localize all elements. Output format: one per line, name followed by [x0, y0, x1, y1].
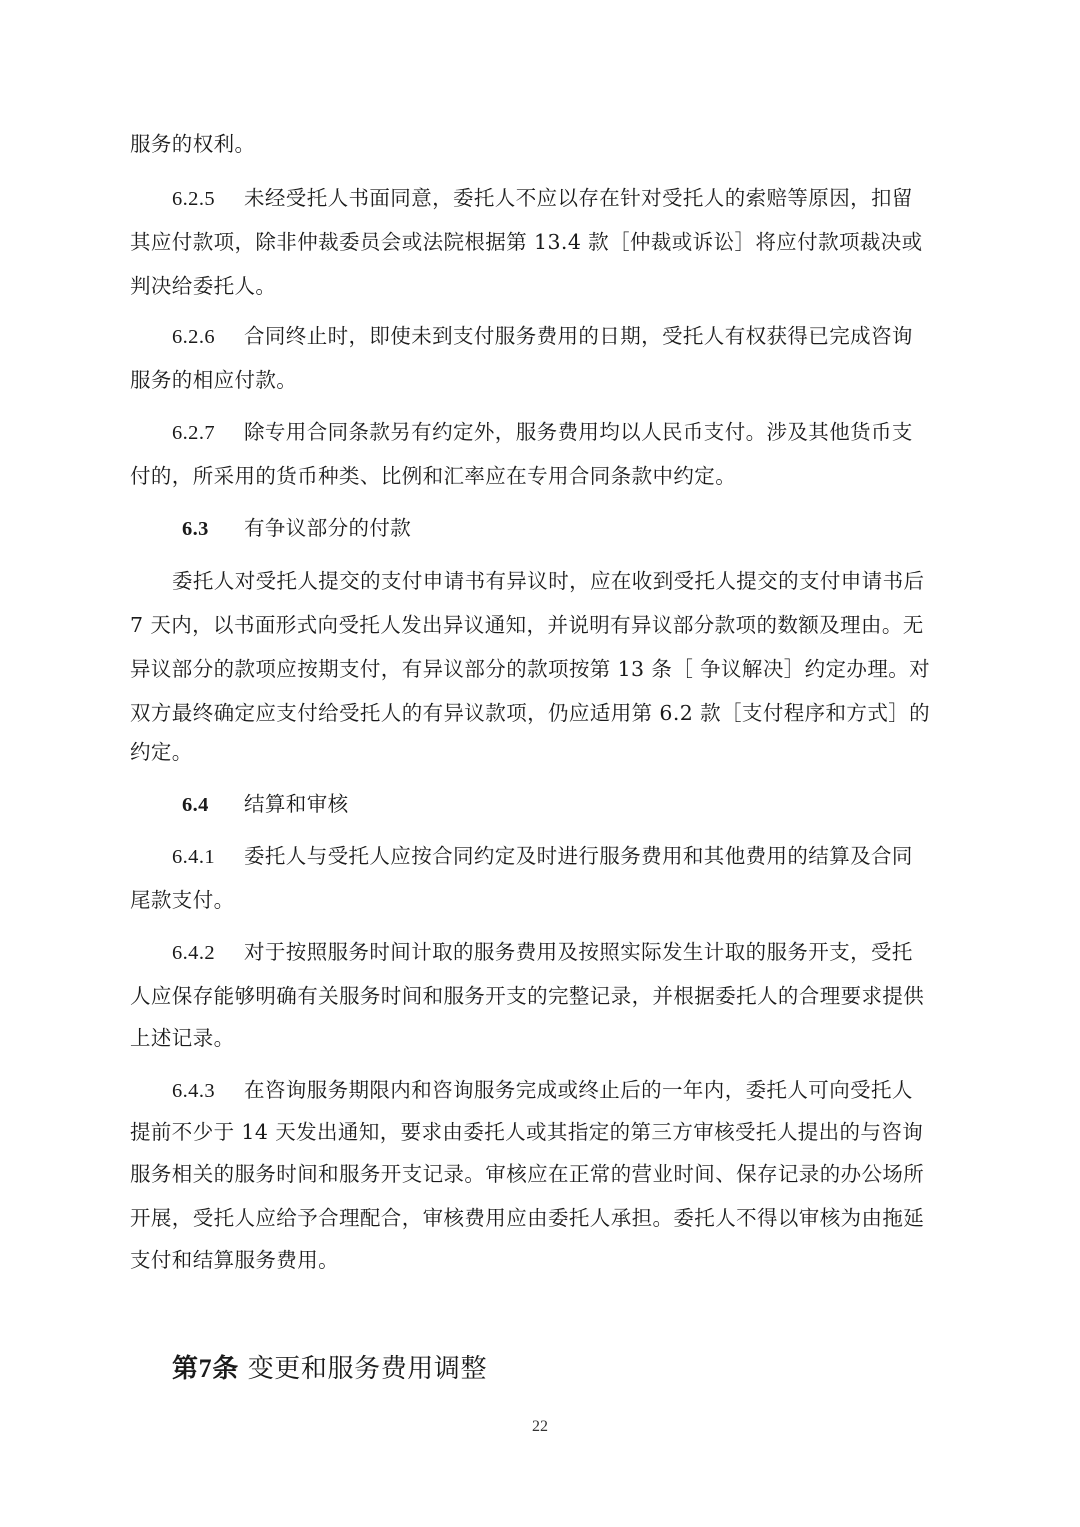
paragraph-line: 人应保存能够明确有关服务时间和服务开支的完整记录，并根据委托人的合理要求提供 [130, 984, 925, 1008]
clause-6-2-6: 6.2.6 合同终止时，即使未到支付服务费用的日期，受托人有权获得已完成咨询 [172, 322, 913, 351]
clause-6-4-3: 6.4.3 在咨询服务期限内和咨询服务完成或终止后的一年内，委托人可向受托人 [172, 1076, 913, 1105]
section-number: 6.4 [182, 794, 209, 816]
paragraph-line: 服务的权利。 [130, 132, 256, 156]
clause-number: 6.4.3 [172, 1080, 215, 1102]
section-heading-6-3 [182, 514, 411, 543]
paragraph-line: 尾款支付。 [130, 888, 235, 912]
page-number: 22 [532, 1418, 548, 1435]
paragraph-line: 服务的相应付款。 [130, 368, 298, 392]
paragraph-line: 委托人对受托人提交的支付申请书有异议时，应在收到受托人提交的支付申请书后 [172, 569, 925, 593]
clause-number: 6.2.5 [172, 188, 215, 210]
paragraph-line: 7 天内，以书面形式向受托人发出异议通知，并说明有异议部分款项的数额及理由。无 [130, 613, 924, 637]
paragraph-line: 异议部分的款项应按期支付，有异议部分的款项按第 13 条［ 争议解决］约定办理。对 [130, 657, 931, 681]
clause-number: 6.2.7 [172, 422, 215, 444]
chapter-title: 变更和服务费用调整 [247, 1354, 488, 1384]
clause-6-4-1: 6.4.1 委托人与受托人应按合同约定及时进行服务费用和其他费用的结算及合同 [172, 842, 913, 871]
paragraph-line: 提前不少于 14 天发出通知，要求由委托人或其指定的第三方审核受托人提出的与咨询 [130, 1120, 924, 1144]
section-heading-6-4 [182, 790, 349, 819]
clause-6-2-5: 6.2.5 未经受托人书面同意，委托人不应以存在针对受托人的索赔等原因，扣留 [172, 184, 913, 213]
clause-number: 6.4.2 [172, 942, 215, 964]
section-number: 6.3 [182, 518, 209, 540]
paragraph-line: 服务相关的服务时间和服务开支记录。审核应在正常的营业时间、保存记录的办公场所 [130, 1162, 925, 1186]
clause-6-4-2: 6.4.2 对于按照服务时间计取的服务费用及按照实际发生计取的服务开支，受托 [172, 938, 913, 967]
paragraph-line: 支付和结算服务费用。 [130, 1248, 339, 1272]
paragraph-line: 付的，所采用的货币种类、比例和汇率应在专用合同条款中约定。 [130, 464, 737, 488]
paragraph-line: 开展，受托人应给予合理配合，审核费用应由委托人承担。委托人不得以审核为由拖延 [130, 1206, 925, 1230]
chapter-number: 第7条 [172, 1354, 239, 1383]
paragraph-line: 其应付款项，除非仲裁委员会或法院根据第 13.4 款［仲裁或诉讼］将应付款项裁决或 [130, 230, 923, 254]
paragraph-line: 上述记录。 [130, 1026, 235, 1050]
section-title: 有争议部分的付款 [244, 516, 412, 540]
paragraph-line: 判决给委托人。 [130, 274, 277, 298]
clause-6-2-7: 6.2.7 除专用合同条款另有约定外，服务费用均以人民币支付。涉及其他货币支 [172, 418, 913, 447]
clause-number: 6.4.1 [172, 846, 215, 868]
clause-number: 6.2.6 [172, 326, 215, 348]
paragraph-line: 双方最终确定应支付给受托人的有异议款项，仍应适用第 6.2 款［支付程序和方式］的 [130, 701, 931, 725]
chapter-heading [172, 1352, 487, 1386]
section-title: 结算和审核 [244, 792, 349, 816]
paragraph-line: 约定。 [130, 740, 193, 764]
